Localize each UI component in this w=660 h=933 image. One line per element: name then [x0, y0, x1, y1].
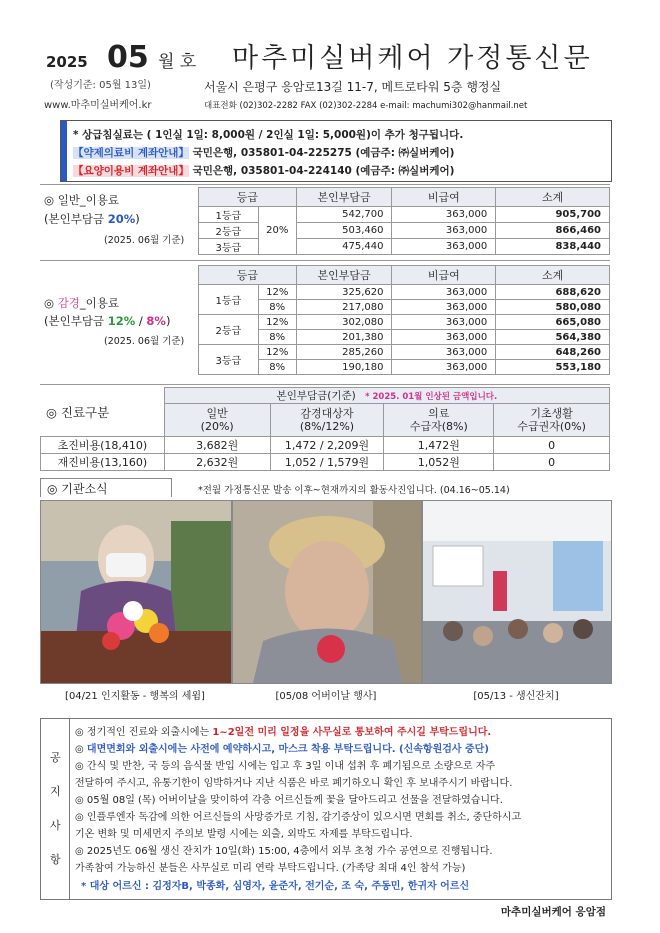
noncover-cell: 363,000 [392, 300, 496, 315]
copay-cell: 325,620 [296, 285, 392, 300]
general-date-note: (2025. 06월 기준) [104, 235, 185, 246]
copay-cell: 201,380 [296, 330, 392, 345]
sublabel-prefix: (본인부담금 [44, 212, 108, 226]
rate-cell: 20% [258, 207, 296, 255]
announcement-item: ◎ 간식 및 반찬, 국 등의 음식물 반입 시에는 입고 후 3일 이내 섭취 후 폐기됨으로 소량으로 자주 [75, 761, 496, 772]
reduced-fee-label [44, 295, 119, 311]
table-row [199, 330, 610, 345]
reduced-date-note: (2025. 06월 기준) [104, 336, 185, 347]
table-row [41, 437, 610, 454]
divider [40, 260, 610, 261]
care-account-number: 국민은행, 035801-04-224140 (예금주: ㈜실버케어) [188, 165, 455, 177]
grade-cell: 1등급 [199, 285, 259, 315]
general-cell: 3,682원 [164, 437, 270, 454]
copay-standard-label: 본인부담금(기준) [276, 390, 356, 402]
rate-cell: 8% [258, 360, 296, 375]
contact-line: 대표전화 (02)302-2282 FAX (02)302-2284 e-mail: machumi302@hanmail.net [204, 101, 528, 111]
table-row [199, 315, 610, 330]
website-link[interactable]: www.마추미실버케어.kr [44, 100, 152, 111]
rate-cell: 12% [258, 345, 296, 360]
drug-account-number: 국민은행, 035801-04-225275 (예금주: ㈜실버케어) [188, 147, 455, 159]
item-highlight: 1~2일전 미리 일정을 사무실로 통보하여 주시길 부탁드립니다. [212, 727, 492, 738]
care-account-tag: 【요양이용비 계좌안내】 [73, 165, 189, 177]
notice-accent-bar [61, 121, 67, 181]
noncover-cell: 363,000 [392, 207, 496, 223]
fee-notice-box [60, 120, 612, 182]
announcement-item: 가족참여 가능하신 분들은 사무실로 미리 연락 부탁드립니다. (가족당 최대 4인 참석 가능) [75, 863, 466, 874]
col-copay: 본인부담금 [296, 188, 392, 207]
total-cell: 648,260 [496, 345, 610, 360]
item-highlight: 대면면회와 외출시에는 사전에 예약하시고, 마스크 착용 부탁드립니다. (신속항원검사 중단) [86, 744, 489, 755]
photo-parents-day[interactable] [232, 500, 422, 684]
copay-cell: 503,460 [296, 223, 392, 239]
noncover-cell: 363,000 [392, 345, 496, 360]
medical-cell: 1,052원 [384, 454, 494, 471]
reduced-word: 감경 [57, 296, 80, 310]
side-char: 항 [50, 853, 61, 866]
care-account-line [73, 163, 454, 178]
general-cell: 2,632원 [164, 454, 270, 471]
clinic-fee-table [40, 387, 610, 471]
col-reduced: 감경대상자 (8%/12%) [270, 404, 384, 437]
grade-cell: 3등급 [199, 239, 259, 255]
table-row [199, 300, 610, 315]
noncover-cell: 363,000 [392, 315, 496, 330]
col-grade: 등급 [199, 266, 297, 285]
total-cell: 580,080 [496, 300, 610, 315]
total-cell: 665,080 [496, 315, 610, 330]
copay-cell: 475,440 [296, 239, 392, 255]
total-cell: 866,460 [496, 223, 610, 239]
total-cell: 553,180 [496, 360, 610, 375]
col-general: 일반 (20%) [164, 404, 270, 437]
row-label: 재진비용(13,160) [41, 454, 165, 471]
side-char: 공 [50, 751, 61, 764]
table-row [41, 454, 610, 471]
noncover-cell: 363,000 [392, 330, 496, 345]
announcement-item [75, 740, 489, 755]
photo-cognitive-activity[interactable] [40, 500, 232, 684]
announcement-item [81, 877, 469, 892]
total-cell: 905,700 [496, 207, 610, 223]
announcement-item: 기온 변화 및 미세먼지 주의보 발령 시에는 외출, 외박도 자제를 부탁드립니다. [75, 829, 413, 840]
total-cell: 838,440 [496, 239, 610, 255]
reduced-fee-sublabel [44, 313, 170, 329]
copay-cell: 302,080 [296, 315, 392, 330]
noncover-cell: 363,000 [392, 360, 496, 375]
side-char: 사 [50, 819, 61, 832]
general-fee-sublabel [44, 211, 140, 227]
col-total: 소계 [496, 266, 610, 285]
reduced-fee-table [198, 265, 610, 375]
drug-account-tag: 【약제의료비 계좌안내】 [73, 147, 189, 159]
standard-date: (작성기준: 05월 13일) [50, 80, 151, 91]
issue-suffix: 월 호 [157, 52, 197, 72]
reduced-cell: 1,472 / 2,209원 [270, 437, 384, 454]
copay-cell: 190,180 [296, 360, 392, 375]
rate-cell: 8% [258, 330, 296, 345]
total-cell: 564,380 [496, 330, 610, 345]
col-copay: 본인부담금 [296, 266, 392, 285]
col-medical: 의료 수급자(8%) [384, 404, 494, 437]
col-total: 소계 [496, 188, 610, 207]
noncover-cell: 363,000 [392, 239, 496, 255]
label-suffix: _이용료 [79, 296, 119, 310]
grade-cell: 3등급 [199, 345, 259, 375]
col-noncover: 비급여 [392, 188, 496, 207]
clinic-label: ◎ 진료구분 [46, 405, 110, 420]
announcement-item: ◎ 05월 08일 (목) 어버이날을 맞이하여 각층 어르신들께 꽃을 달아드리고 선물을 전달하였습니다. [75, 795, 503, 806]
news-note: *전월 가정통신문 발송 이후~현재까지의 활동사진입니다. (04.16~05.14) [198, 485, 510, 496]
table-row [199, 285, 610, 300]
basic-cell: 0 [494, 437, 610, 454]
page-title: 마추미실버케어 가정통신문 [232, 43, 593, 74]
divider [40, 384, 610, 385]
sublabel-prefix: (본인부담금 [44, 314, 108, 328]
photo-image [41, 501, 231, 683]
item-text: ◎ 정기적인 진료와 외출시에는 [75, 727, 213, 738]
news-label: ◎ 기관소식 [47, 482, 108, 496]
issue-month: 05 [106, 40, 149, 75]
rate-cell: 12% [258, 285, 296, 300]
photo-image [233, 501, 421, 683]
announcement-box [40, 718, 612, 900]
noncover-cell: 363,000 [392, 223, 496, 239]
table-row [199, 345, 610, 360]
total-cell: 688,620 [496, 285, 610, 300]
col-basic: 기초생활 수급권자(0%) [494, 404, 610, 437]
table-row [199, 207, 610, 223]
grade-cell: 2등급 [199, 315, 259, 345]
grade-cell: 1등급 [199, 207, 259, 223]
clinic-label-cell [41, 388, 165, 437]
reduced-rate-8: 8% [146, 314, 166, 328]
copay-cell: 285,260 [296, 345, 392, 360]
clinic-top-header [164, 388, 609, 404]
drug-account-line [73, 145, 454, 160]
issue-label [46, 40, 196, 75]
copay-cell: 542,700 [296, 207, 392, 223]
general-fee-table [198, 187, 610, 255]
row-label: 초진비용(18,410) [41, 437, 165, 454]
sublabel-suffix: ) [165, 314, 171, 328]
announcement-item: ◎ 인플루엔자 독감에 의한 어르신들의 사망증가로 기침, 감기증상이 있으시면 면회를 취소, 중단하시고 [75, 812, 522, 823]
grade-cell: 2등급 [199, 223, 259, 239]
basic-cell: 0 [494, 454, 610, 471]
col-noncover: 비급여 [392, 266, 496, 285]
side-char: 지 [50, 785, 61, 798]
announcement-item: ◎ 2025년도 06월 생신 잔치가 10일(화) 15:00, 4층에서 외부 초청 가수 공연으로 진행됩니다. [75, 846, 493, 857]
announcement-item: 전달하여 주시고, 유통기한이 임박하거나 지난 식품은 바로 폐기하오니 확인 후 보내주시기 바랍니다. [75, 778, 513, 789]
noncover-cell: 363,000 [392, 285, 496, 300]
medical-cell: 1,472원 [384, 437, 494, 454]
photo-image [423, 501, 611, 683]
announcement-item [75, 723, 491, 738]
general-fee-label: ◎ 일반_이용료 [44, 193, 119, 207]
rate-cell: 12% [258, 315, 296, 330]
photo-caption: [05/08 어버이날 행사] [275, 691, 377, 702]
copay-cell: 217,080 [296, 300, 392, 315]
sublabel-suffix: ) [135, 212, 140, 226]
divider [40, 184, 610, 185]
item-highlight: * 대상 어르신 : 김정자B, 박종화, 심영자, 윤준자, 전기순, 조 숙, 주동민, 한귀자 어르신 [81, 881, 470, 892]
table-row [199, 360, 610, 375]
photo-caption: [05/13 - 생신잔치] [473, 691, 559, 702]
rate-sep: / [135, 314, 147, 328]
increase-note: * 2025. 01월 인상된 금액입니다. [365, 392, 498, 402]
room-fee-notice: * 상급침실료는 ( 1인실 1일: 8,000원 / 2인실 1일: 5,000원)이 추가 청구됩니다. [73, 129, 464, 141]
news-label-box [40, 478, 172, 497]
reduced-cell: 1,052 / 1,579원 [270, 454, 384, 471]
photo-caption: [04/21 인지활동 - 행복의 세윔] [65, 691, 205, 702]
rate-cell: 8% [258, 300, 296, 315]
general-rate: 20% [107, 212, 136, 226]
address: 서울시 은평구 응암로13길 11-7, 메트로타워 5층 행정실 [204, 80, 502, 94]
item-text: ◎ [75, 744, 87, 755]
label-prefix: ◎ [44, 296, 58, 310]
photo-birthday-party[interactable] [422, 500, 612, 684]
announcement-side-label [41, 719, 70, 899]
reduced-rate-12: 12% [107, 314, 136, 328]
col-grade: 등급 [199, 188, 297, 207]
issue-year: 2025 [46, 53, 88, 71]
footer-branch: 마추미실버케어 응암점 [500, 906, 606, 918]
